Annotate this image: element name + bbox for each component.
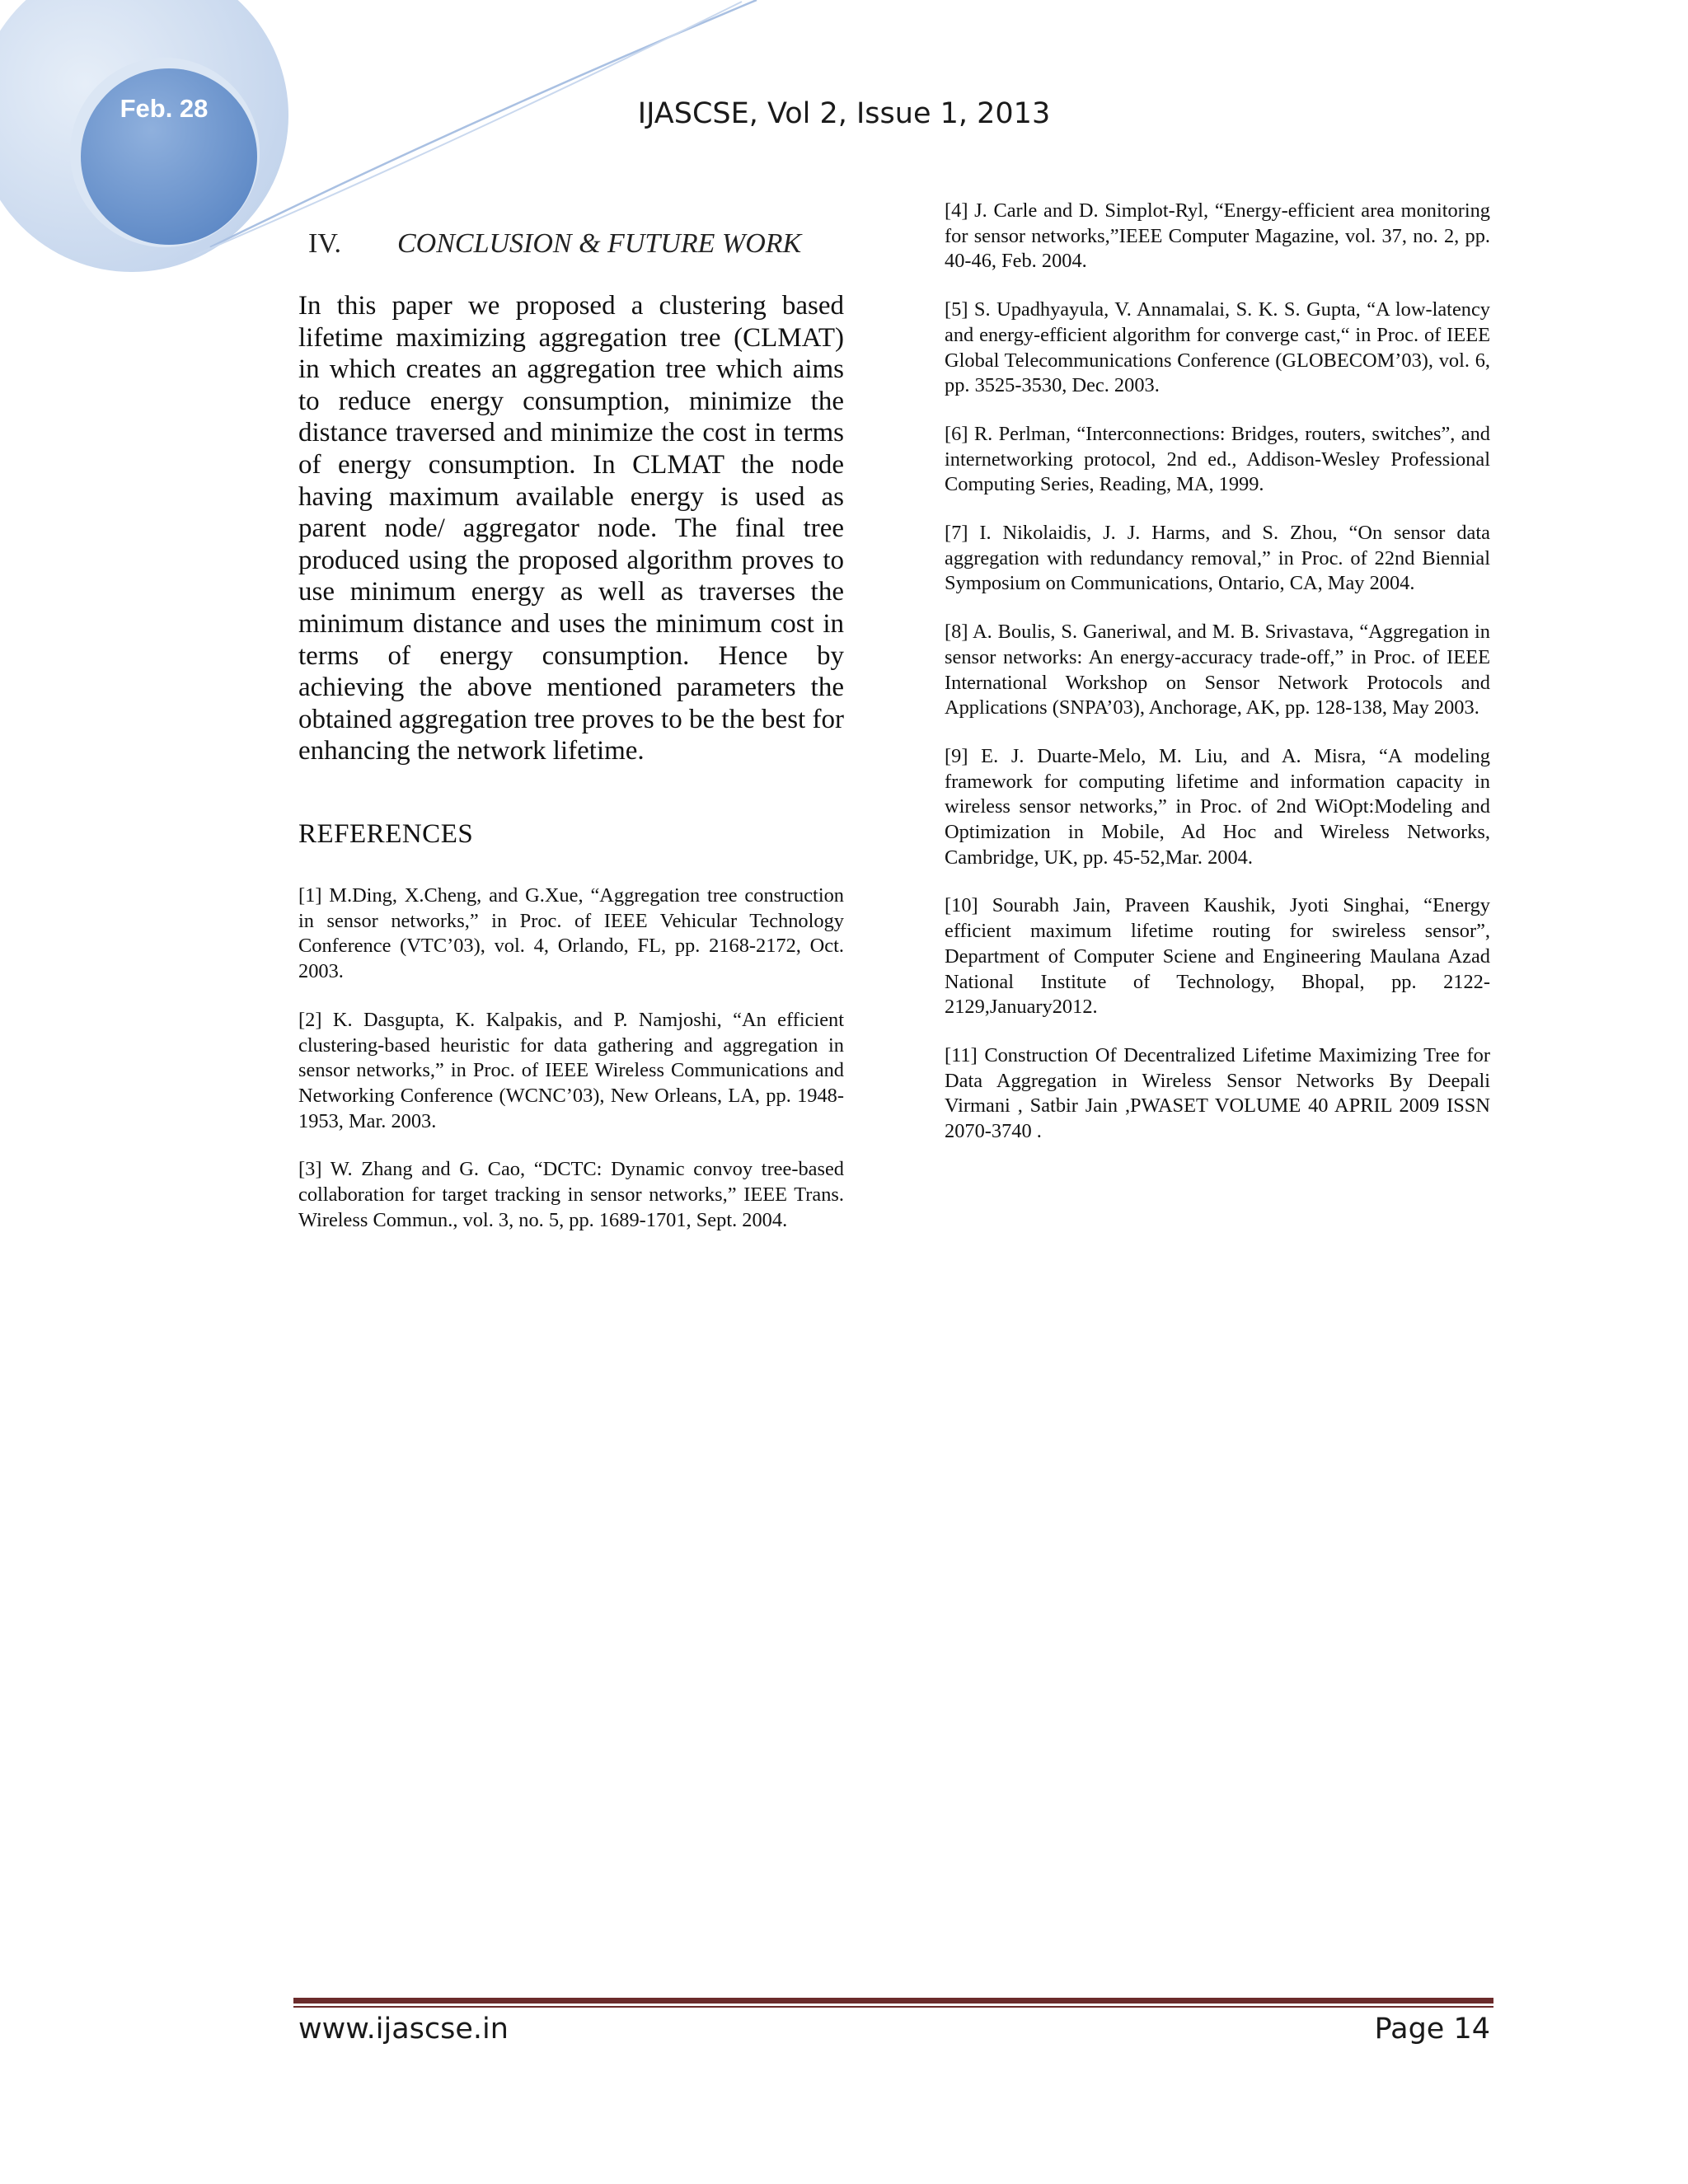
reference-item: [6] R. Perlman, “Interconnections: Bridges, routers, switches”, and internetworking protocol, 2nd ed., Addison-Wesley Professional Computing Series, Reading, MA, 1999. <box>945 422 1490 496</box>
reference-item: [9] E. J. Duarte-Melo, M. Liu, and A. Misra, “A modeling framework for computing lifetime and information capacity in wireless sensor networks,” in Proc. of 2nd WiOpt:Modeling and Optimization in Mobile, Ad Hoc and Wireless Networks, Cambridge, UK, pp. 45-52,Mar. 2004. <box>945 744 1490 869</box>
footer-rule <box>293 1998 1493 2009</box>
section-heading <box>308 228 801 260</box>
reference-item: [1] M.Ding, X.Cheng, and G.Xue, “Aggregation tree construction in sensor networks,” in Proc. of IEEE Vehicular Technology Conference (VTC’03), vol. 4, Orlando, FL, pp. 2168-2172, Oct. 2003. <box>298 884 844 983</box>
reference-item: [7] I. Nikolaidis, J. J. Harms, and S. Zhou, “On sensor data aggregation with redundancy removal,” in Proc. of 22nd Biennial Symposium on Communications, Ontario, CA, May 2004. <box>945 522 1490 595</box>
references-right-column <box>945 199 1490 1168</box>
reference-item: [3] W. Zhang and G. Cao, “DCTC: Dynamic convoy tree-based collaboration for target tracking in sensor networks,” IEEE Trans. Wireless Commun., vol. 3, no. 5, pp. 1689-1701, Sept. 2004. <box>298 1158 844 1231</box>
journal-header: IJASCSE, Vol 2, Issue 1, 2013 <box>637 97 1051 130</box>
date-label: Feb. 28 <box>120 94 209 123</box>
reference-item: [2] K. Dasgupta, K. Kalpakis, and P. Namjoshi, “An efficient clustering-based heuristic for data gathering and aggregation in sensor networks,” in Proc. of IEEE Wireless Communications and Networking Conference (WCNC’03), New Orleans, LA, pp. 1948-1953, Mar. 2003. <box>298 1008 844 1132</box>
section-title: CONCLUSION & FUTURE WORK <box>397 228 802 259</box>
references-heading: REFERENCES <box>298 819 474 849</box>
reference-item: [4] J. Carle and D. Simplot-Ryl, “Energy-efficient area monitoring for sensor networks,”IEEE Computer Magazine, vol. 37, no. 2, pp. 40-46, Feb. 2004. <box>945 199 1490 273</box>
conclusion-paragraph: In this paper we proposed a clustering based lifetime maximizing aggregation tree (CLMAT) in which creates an aggregation tree which aims to reduce energy consumption, minimize the distance traversed and minimize the cost in terms of energy consumption. In CLMAT the node having maximum available energy is used as parent node/ aggregator node. The final tree produced using the proposed algorithm proves to use minimum energy as well as traverses the minimum distance and uses the minimum cost in terms of energy consumption. Hence by achieving the above mentioned parameters the obtained aggregation tree proves to be the best for enhancing the network lifetime. <box>298 291 844 766</box>
reference-item: [8] A. Boulis, S. Ganeriwal, and M. B. Srivastava, “Aggregation in sensor networks: An energy-accuracy trade-off,” in Proc. of IEEE International Workshop on Sensor Network Protocols and Applications (SNPA’03), Anchorage, AK, pp. 128-138, May 2003. <box>945 621 1490 719</box>
footer-page-number: Page 14 <box>1374 2013 1490 2046</box>
footer-url: www.ijascse.in <box>298 2013 509 2046</box>
references-left-column <box>298 883 844 1256</box>
section-number: IV. <box>308 228 341 259</box>
reference-item: [10] Sourabh Jain, Praveen Kaushik, Jyoti Singhai, “Energy efficient maximum lifetime routing for swireless sensor”, Department of Computer Sciene and Engineering Maulana Azad National Institute of Technology, Bhopal, pp. 2122-2129,January2012. <box>945 894 1490 1019</box>
reference-item: [11] Construction Of Decentralized Lifetime Maximizing Tree for Data Aggregation in Wireless Sensor Networks By Deepali Virmani , Satbir Jain ,PWASET VOLUME 40 APRIL 2009 ISSN 2070-3740 . <box>945 1043 1490 1143</box>
reference-item: [5] S. Upadhyayula, V. Annamalai, S. K. S. Gupta, “A low-latency and energy-efficient algorithm for converge cast,“ in Proc. of IEEE Global Telecommunications Conference (GLOBECOM’03), vol. 6, pp. 3525-3530, Dec. 2003. <box>945 298 1490 397</box>
